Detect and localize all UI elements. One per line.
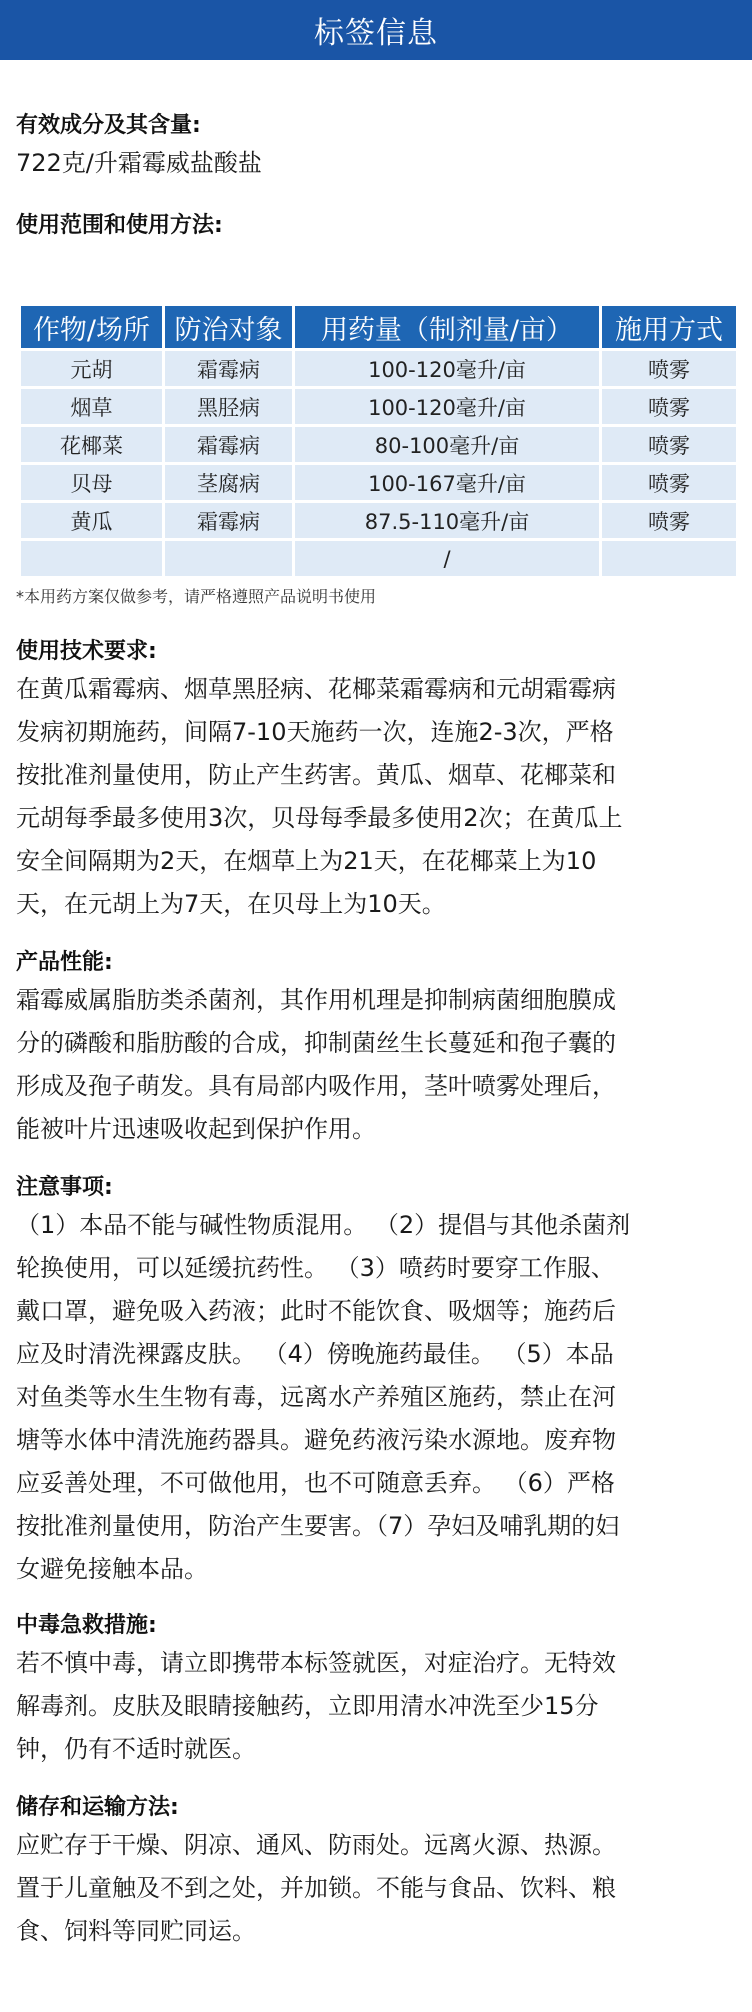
cell-dosage: 100-167毫升/亩: [295, 465, 599, 500]
cell-crop: 黄瓜: [21, 503, 162, 538]
cell-target: 霜霉病: [165, 503, 292, 538]
firstaid-heading: 中毒急救措施:: [16, 1613, 157, 1638]
cell-method: 喷雾: [602, 427, 736, 462]
text-line: 女避免接触本品。: [16, 1555, 208, 1583]
cell-dosage: /: [295, 541, 599, 576]
col-header-dosage: 用药量（制剂量/亩）: [295, 306, 599, 348]
usage-heading: 使用范围和使用方法:: [16, 213, 223, 238]
text-line: 安全间隔期为2天，在烟草上为21天，在花椰菜上为10: [16, 847, 597, 875]
table-row: [21, 427, 736, 462]
tech-paragraph: [16, 668, 738, 926]
text-line: 形成及孢子萌发。具有局部内吸作用，茎叶喷雾处理后，: [16, 1072, 616, 1100]
text-line: 若不慎中毒，请立即携带本标签就医，对症治疗。无特效: [16, 1649, 616, 1677]
dosage-table-wrapper: [18, 303, 736, 579]
cell-target: [165, 541, 292, 576]
text-line: 食、饲料等同贮同运。: [16, 1917, 256, 1945]
cell-crop: [21, 541, 162, 576]
cell-method: [602, 541, 736, 576]
cell-dosage: 100-120毫升/亩: [295, 351, 599, 386]
text-line: 按批准剂量使用，防止产生药害。黄瓜、烟草、花椰菜和: [16, 761, 616, 789]
cautions-paragraph: [16, 1204, 738, 1591]
header-title: 标签信息: [314, 16, 438, 51]
cell-dosage: 80-100毫升/亩: [295, 427, 599, 462]
text-line: 轮换使用，可以延缓抗药性。 （3）喷药时要穿工作服、: [16, 1254, 615, 1282]
text-line: 分的磷酸和脂肪酸的合成，抑制菌丝生长蔓延和孢子囊的: [16, 1029, 616, 1057]
text-line: 元胡每季最多使用3次，贝母每季最多使用2次；在黄瓜上: [16, 804, 623, 832]
text-line: （1）本品不能与碱性物质混用。 （2）提倡与其他杀菌剂: [16, 1211, 631, 1239]
cell-target: 霜霉病: [165, 351, 292, 386]
tech-heading: 使用技术要求:: [16, 639, 157, 664]
performance-paragraph: [16, 979, 738, 1151]
col-header-method: 施用方式: [602, 306, 736, 348]
text-line: 按批准剂量使用，防治产生要害。（7）孕妇及哺乳期的妇: [16, 1512, 620, 1540]
table-row: [21, 351, 736, 386]
text-line: 解毒剂。皮肤及眼睛接触药，立即用清水冲洗至少15分: [16, 1692, 599, 1720]
text-line: 对鱼类等水生生物有毒，远离水产养殖区施药，禁止在河: [16, 1383, 616, 1411]
text-line: 能被叶片迅速吸收起到保护作用。: [16, 1115, 376, 1143]
cell-dosage: 87.5-110毫升/亩: [295, 503, 599, 538]
text-line: 天，在元胡上为7天，在贝母上为10天。: [16, 890, 446, 918]
table-row: [21, 503, 736, 538]
col-header-target: 防治对象: [165, 306, 292, 348]
table-row: [21, 541, 736, 576]
cell-crop: 元胡: [21, 351, 162, 386]
cell-target: 茎腐病: [165, 465, 292, 500]
cell-method: 喷雾: [602, 389, 736, 424]
text-line: 在黄瓜霜霉病、烟草黑胫病、花椰菜霜霉病和元胡霜霉病: [16, 675, 616, 703]
text-line: 塘等水体中清洗施药器具。避免药液污染水源地。废弃物: [16, 1426, 616, 1454]
cell-method: 喷雾: [602, 465, 736, 500]
ingredients-value: 722克/升霜霉威盐酸盐: [16, 149, 262, 177]
storage-paragraph: [16, 1824, 738, 1953]
cell-crop: 贝母: [21, 465, 162, 500]
firstaid-paragraph: [16, 1642, 738, 1771]
table-header-row: [21, 306, 736, 348]
cell-target: 黑胫病: [165, 389, 292, 424]
table-disclaimer: *本用药方案仅做参考，请严格遵照产品说明书使用: [16, 587, 377, 606]
text-line: 钟，仍有不适时就医。: [16, 1735, 256, 1763]
cell-method: 喷雾: [602, 351, 736, 386]
storage-heading: 储存和运输方法:: [16, 1795, 179, 1820]
performance-heading: 产品性能:: [16, 950, 113, 975]
text-line: 应妥善处理，不可做他用，也不可随意丢弃。 （6）严格: [16, 1469, 615, 1497]
cell-crop: 烟草: [21, 389, 162, 424]
text-line: 戴口罩，避免吸入药液；此时不能饮食、吸烟等；施药后: [16, 1297, 616, 1325]
dosage-table: [18, 303, 739, 579]
table-row: [21, 389, 736, 424]
text-line: 应及时清洗裸露皮肤。 （4）傍晚施药最佳。 （5）本品: [16, 1340, 614, 1368]
cell-crop: 花椰菜: [21, 427, 162, 462]
text-line: 置于儿童触及不到之处，并加锁。不能与食品、饮料、粮: [16, 1874, 616, 1902]
cell-target: 霜霉病: [165, 427, 292, 462]
label-info-header: [0, 0, 752, 60]
text-line: 应贮存于干燥、阴凉、通风、防雨处。远离火源、热源。: [16, 1831, 616, 1859]
text-line: 霜霉威属脂肪类杀菌剂，其作用机理是抑制病菌细胞膜成: [16, 986, 616, 1014]
cautions-heading: 注意事项:: [16, 1175, 113, 1200]
col-header-crop: 作物/场所: [21, 306, 162, 348]
ingredients-heading: 有效成分及其含量:: [16, 113, 201, 138]
cell-dosage: 100-120毫升/亩: [295, 389, 599, 424]
cell-method: 喷雾: [602, 503, 736, 538]
table-row: [21, 465, 736, 500]
text-line: 发病初期施药，间隔7-10天施药一次，连施2-3次，严格: [16, 718, 614, 746]
